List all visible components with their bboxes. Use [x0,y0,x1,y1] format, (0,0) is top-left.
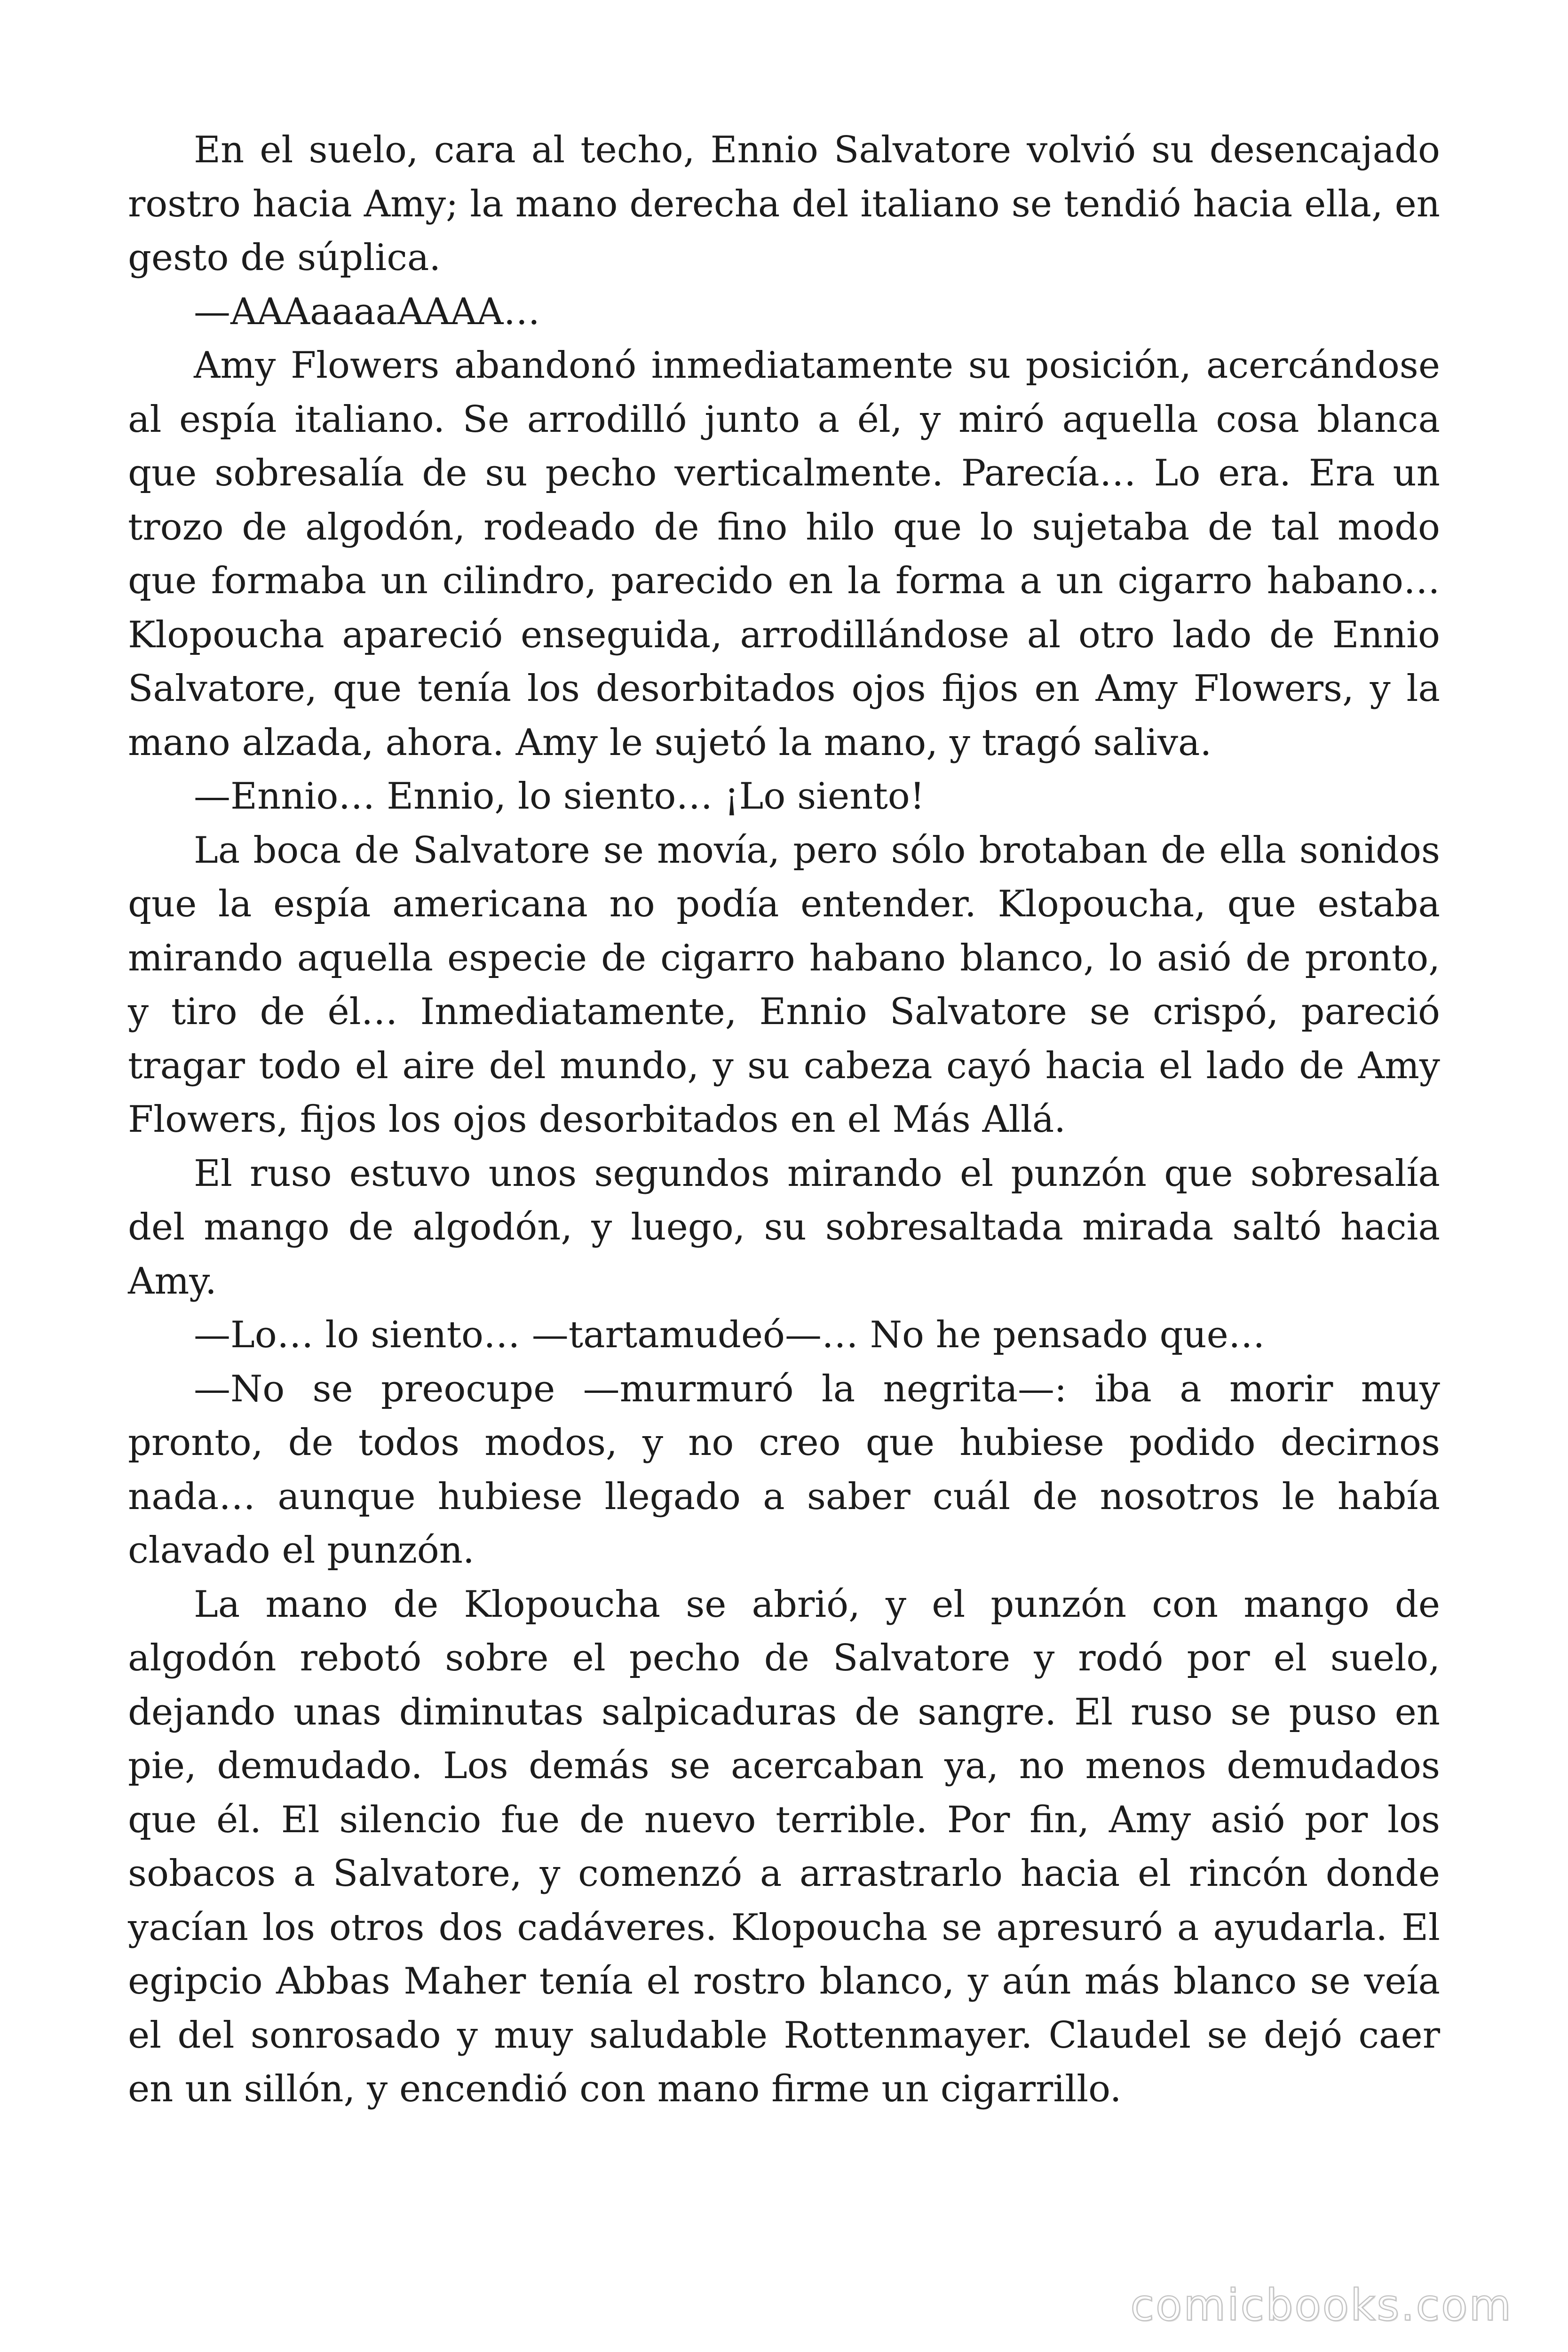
paragraph: —Lo… lo siento… —tartamudeó—… No he pensado que… [194,1314,1265,1356]
paragraph: El ruso estuvo unos segundos mirando el punzón que sobresalía del mango de algodón, y luego, su sobresaltada mirada saltó hacia Amy. [128,1152,1440,1303]
paragraph: La mano de Klopoucha se abrió, y el punzón con mango de algodón rebotó sobre el pecho de Salvatore y rodó por el suelo, dejando unas diminutas salpicaduras de sangre. El ruso se puso en pie, demudado. Los demás se acercaban ya, no menos demudados que él. El silencio fue de nuevo terrible. Por fin, Amy asió por los sobacos a Salvatore, y comenzó a arrastrarlo hacia el rincón donde yacían los otros dos cadáveres. Klopoucha se apresuró a ayudarla. El egipcio Abbas Maher tenía el rostro blanco, y aún más blanco se veía el del sonrosado y muy saludable Rottenmayer. Claudel se dejó caer en un sillón, y encendió con mano firme un cigarrillo. [128,1583,1440,2110]
paragraph: —Ennio… Ennio, lo siento… ¡Lo siento! [194,775,925,818]
paragraph: —AAAaaaaAAAA… [194,290,540,333]
paragraph: La boca de Salvatore se movía, pero sólo brotaban de ella sonidos que la espía americana no podía entender. Klopoucha, que estaba mirando aquella especie de cigarro habano blanco, lo asió de pronto, y tiro de él… Inmediatamente, Ennio Salvatore se crispó, pareció tragar todo el aire del mundo, y su cabeza cayó hacia el lado de Amy Flowers, fijos los ojos desorbitados en el Más Allá. [128,829,1440,1141]
watermark: comicbooks.com [1130,2280,1513,2330]
paragraph: —No se preocupe —murmuró la negrita—: iba a morir muy pronto, de todos modos, y no creo que hubiese podido decirnos nada… aunque hubiese llegado a saber cuál de nosotros le había clavado el punzón. [128,1367,1440,1572]
paragraph: Amy Flowers abandonó inmediatamente su posición, acercándose al espía italiano. Se arrodilló junto a él, y miró aquella cosa blanca que sobresalía de su pecho verticalmente. Parecía… Lo era. Era un trozo de algodón, rodeado de fino hilo que lo sujetaba de tal modo que formaba un cilindro, parecido en la forma a un cigarro habano… Klopoucha apareció enseguida, arrodillándose al otro lado de Ennio Salvatore, que tenía los desorbitados ojos fijos en Amy Flowers, y la mano alzada, ahora. Amy le sujetó la mano, y tragó saliva. [128,344,1440,764]
paragraph: En el suelo, cara al techo, Ennio Salvatore volvió su desencajado rostro hacia Amy; la mano derecha del italiano se tendió hacia ella, en gesto de súplica. [128,129,1440,279]
body-text [128,123,1440,2116]
